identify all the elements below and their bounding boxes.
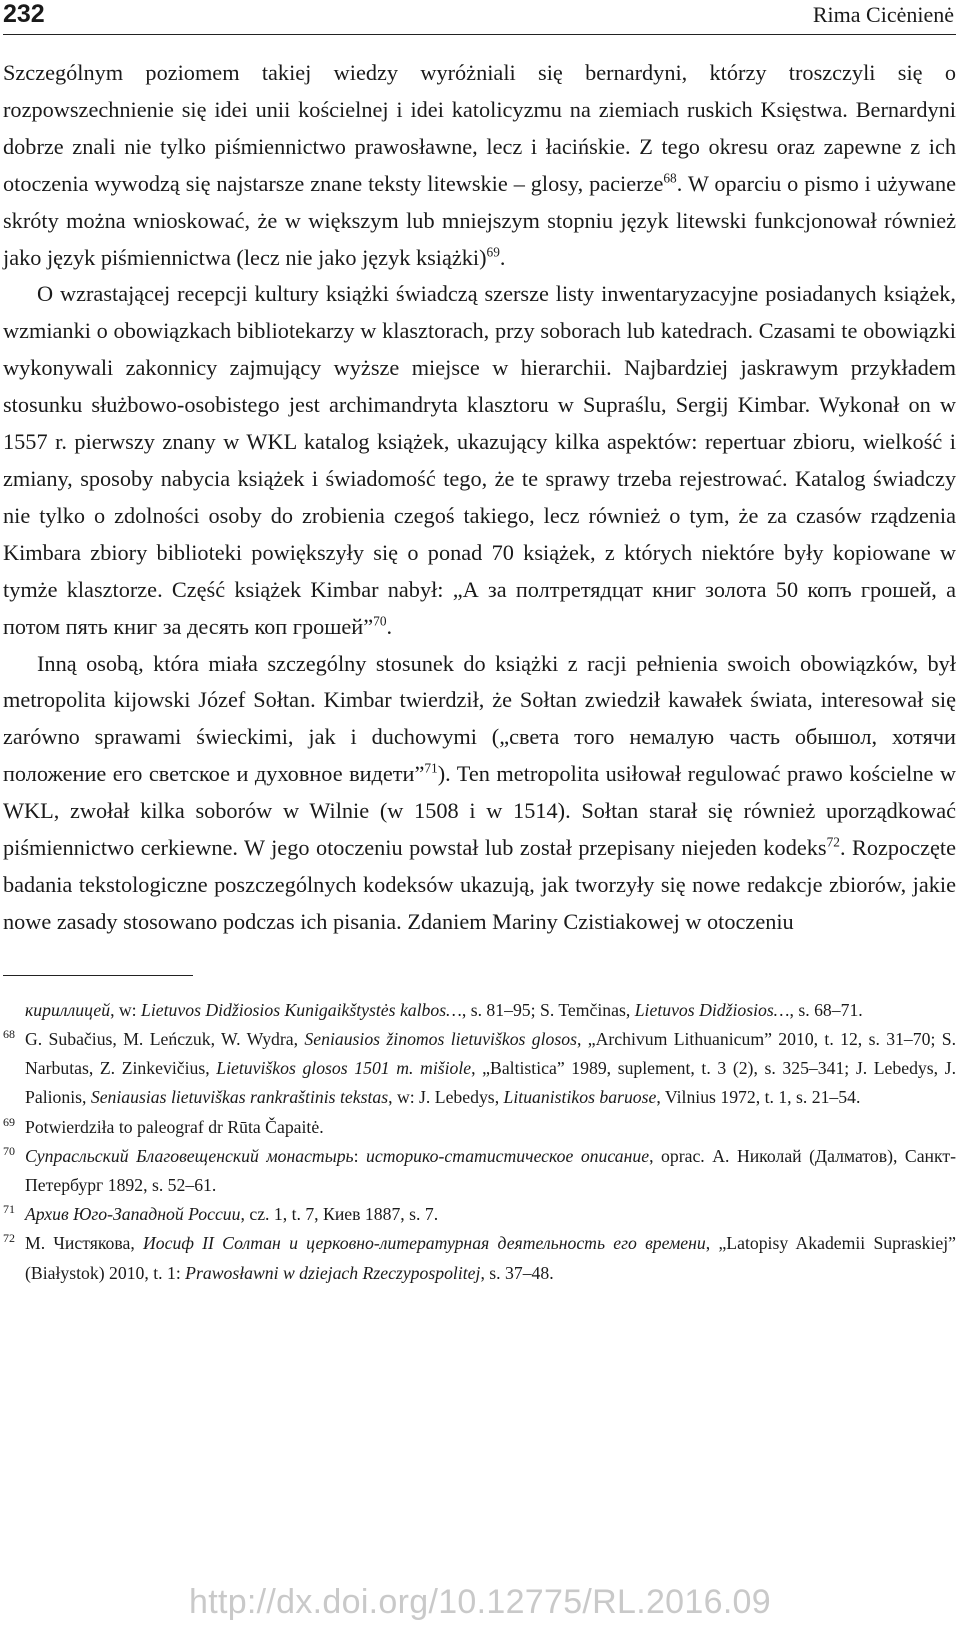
page-number: 232 bbox=[3, 0, 45, 28]
fn-italic: Lietuvos Didžiosios Kunigaikštystės kalbos… bbox=[141, 999, 462, 1020]
running-head-author: Rima Cicėnienė bbox=[812, 2, 954, 27]
fn-text: , w: bbox=[110, 999, 142, 1020]
footnote-ref-72[interactable]: 72 bbox=[826, 834, 840, 850]
page-header bbox=[3, 0, 956, 32]
fn-text: Potwierdziła to paleograf dr Rūta Čapaitė. bbox=[25, 1116, 324, 1137]
main-text bbox=[3, 55, 956, 941]
footnote-separator bbox=[3, 975, 193, 976]
fn-text: , s. 81–95; S. Temčinas, bbox=[461, 999, 635, 1020]
fn-text: , w: J. Lebedys, bbox=[388, 1087, 504, 1108]
paragraph-2 bbox=[3, 276, 956, 645]
footnote-72 bbox=[3, 1229, 956, 1287]
footnote-continuation bbox=[3, 996, 956, 1025]
fn-text: , cz. 1, t. 7, Киев 1887, s. 7. bbox=[240, 1204, 439, 1225]
fn-text: , oprac. А. Николай (Далматов), Санкт-Петербург 1892, s. 52–61. bbox=[25, 1145, 957, 1195]
fn-italic: Супрасльский Благовещенский монастырь bbox=[25, 1145, 354, 1166]
fn-italic: кириллицей bbox=[25, 999, 111, 1020]
footnote-number: 70 bbox=[3, 1143, 15, 1158]
fn-italic: Seniausios žinomos lietuviškos glosos bbox=[304, 1028, 577, 1049]
text-run: . bbox=[386, 613, 393, 639]
fn-italic: Lietuvos Didžiosios… bbox=[634, 999, 790, 1020]
fn-italic: Prawosławni w dziejach Rzeczypospolitej bbox=[185, 1262, 481, 1283]
header-rule bbox=[3, 34, 956, 35]
text-run: . Rozpoczęte badania tekstologiczne poszczególnych kodeksów ukazują, jak tworzyły się nowe redakcje zbiorów, jakie nowe zasady stosowano podczas ich pisania. Zdaniem Mariny Czistiakowej w otoczeniu bbox=[3, 835, 956, 934]
fn-italic: Seniausias lietuviškas rankraštinis tekstas bbox=[90, 1087, 389, 1108]
footnote-ref-70[interactable]: 70 bbox=[373, 612, 387, 628]
text-run: Szczególnym poziomem takiej wiedzy wyróżniali się bernardyni, którzy troszczyli się o rozpowszechnienie się idei unii kościelnej i idei katolicyzmu na ziemiach ruskich Księstwa. Bernardyni dobrze znali nie tylko piśmiennictwo prawosławne, lecz i łacińskie. Z tego okresu oraz zapewne z ich otoczenia wywodzą się najstarsze znane teksty litewskie – glosy, pacierze bbox=[3, 60, 956, 196]
footnote-number: 69 bbox=[3, 1114, 15, 1129]
paragraph-3 bbox=[3, 646, 956, 941]
fn-text: , „Archivum Lithuanicum” 2010, t. 12, s. 31–70; S. Narbutas, Z. Zinkevičius, bbox=[25, 1028, 956, 1079]
footnote-ref-68[interactable]: 68 bbox=[663, 170, 677, 186]
text-run: ). Ten metropolita usiłował regulować prawo kościelne w WKL, zwołał kilka soborów w Wilnie (w 1508 i w 1514). Sołtan starał się również uporządkować piśmiennictwo cerkiewne. W jego otoczeniu powstał lub został przepisany niejeden kodeks bbox=[3, 761, 956, 861]
footnote-number: 68 bbox=[3, 1026, 15, 1041]
footnote-number: 72 bbox=[3, 1231, 15, 1246]
fn-italic: Иосиф II Солтан и церковно-литературная деятельность его времени bbox=[143, 1233, 706, 1254]
footnote-ref-71[interactable]: 71 bbox=[424, 760, 438, 776]
footnote-69 bbox=[3, 1113, 956, 1142]
fn-italic: историко-статистическое описание bbox=[366, 1145, 650, 1166]
fn-text: , „Latopisy Akademii Supraskiej” (Białystok) 2010, t. 1: bbox=[25, 1233, 956, 1283]
fn-text: , „Baltistica” 1989, suplement, t. 3 (2), s. 325–341; J. Lebedys, J. Palionis, bbox=[25, 1058, 956, 1108]
footnote-ref-69[interactable]: 69 bbox=[486, 243, 500, 259]
text-run: O wzrastającej recepcji kultury książki świadczą szersze listy inwentaryzacyjne posiadanych książek, wzmianki o obowiązkach bibliotekarzy w klasztorach, przy soborach lub katedrach. Czasami te obowiązki wykonywali zakonnicy zajmujący wyższe miejsce w hierarchii. Najbardziej jaskrawym przykładem stosunku służbowo-osobistego jest archimandryta klasztoru w Supraślu, Sergij Kimbar. Wykonał on w 1557 r. pierwszy znany w WKL katalog książek, ukazujący kilka aspektów: repertuar zbioru, wielkość i zmiany, sposoby nabycia książek i świadomość tego, że te sprawy trzeba rejestrować. Katalog świadczy nie tylko o zdolności osoby do zrobienia czegoś takiego, lecz również o tym, że za czasów rządzenia Kimbara zbiory biblioteki powiększyły się o ponad 70 książek, z których niektóre były kopiowane w tymże klasztorze. Część książek Kimbar nabył: „А за полтретядцат книг золота 50 копъ грошей, а потом пять книг за десять коп грошей” bbox=[3, 281, 956, 639]
fn-text: : bbox=[353, 1145, 367, 1166]
fn-italic: Lietuviškos glosos 1501 m. mišiole bbox=[216, 1058, 472, 1079]
fn-italic: Архив Юго-Западной России bbox=[25, 1204, 241, 1225]
fn-text: , s. 37–48. bbox=[480, 1262, 554, 1283]
footnotes bbox=[3, 996, 956, 1288]
fn-text: , s. 68–71. bbox=[789, 999, 863, 1020]
fn-text: , Vilnius 1972, t. 1, s. 21–54. bbox=[656, 1087, 861, 1108]
text-run: . bbox=[499, 244, 506, 270]
paragraph-1 bbox=[3, 55, 956, 276]
fn-text: М. Чистякова, bbox=[25, 1233, 144, 1254]
fn-text: G. Subačius, M. Leńczuk, W. Wydra, bbox=[25, 1028, 305, 1049]
footnote-number: 71 bbox=[3, 1202, 15, 1217]
fn-italic: Lituanistikos baruose bbox=[503, 1087, 657, 1108]
footnote-71 bbox=[3, 1200, 956, 1229]
footnote-68 bbox=[3, 1025, 956, 1113]
text-run: Inną osobą, która miała szczególny stosunek do książki z racji pełnienia swoich obowiązków, był metropolita kijowski Józef Sołtan. Kimbar twierdził, że Sołtan zwiedził kawałek świata, interesował się zarówno sprawami świeckimi, jak i duchowymi („света того немалую часть обышол, хотячи положение его светское и духовное видети” bbox=[3, 650, 956, 787]
doi-watermark-link[interactable]: http://dx.doi.org/10.12775/RL.2016.09 bbox=[189, 1583, 771, 1621]
footnote-70 bbox=[3, 1142, 956, 1200]
text-run: . W oparciu o pismo i używane skróty można wnioskować, że w większym lub mniejszym stopniu język litewski funkcjonował również jako język piśmiennictwa (lecz nie jako język książki) bbox=[3, 170, 956, 270]
